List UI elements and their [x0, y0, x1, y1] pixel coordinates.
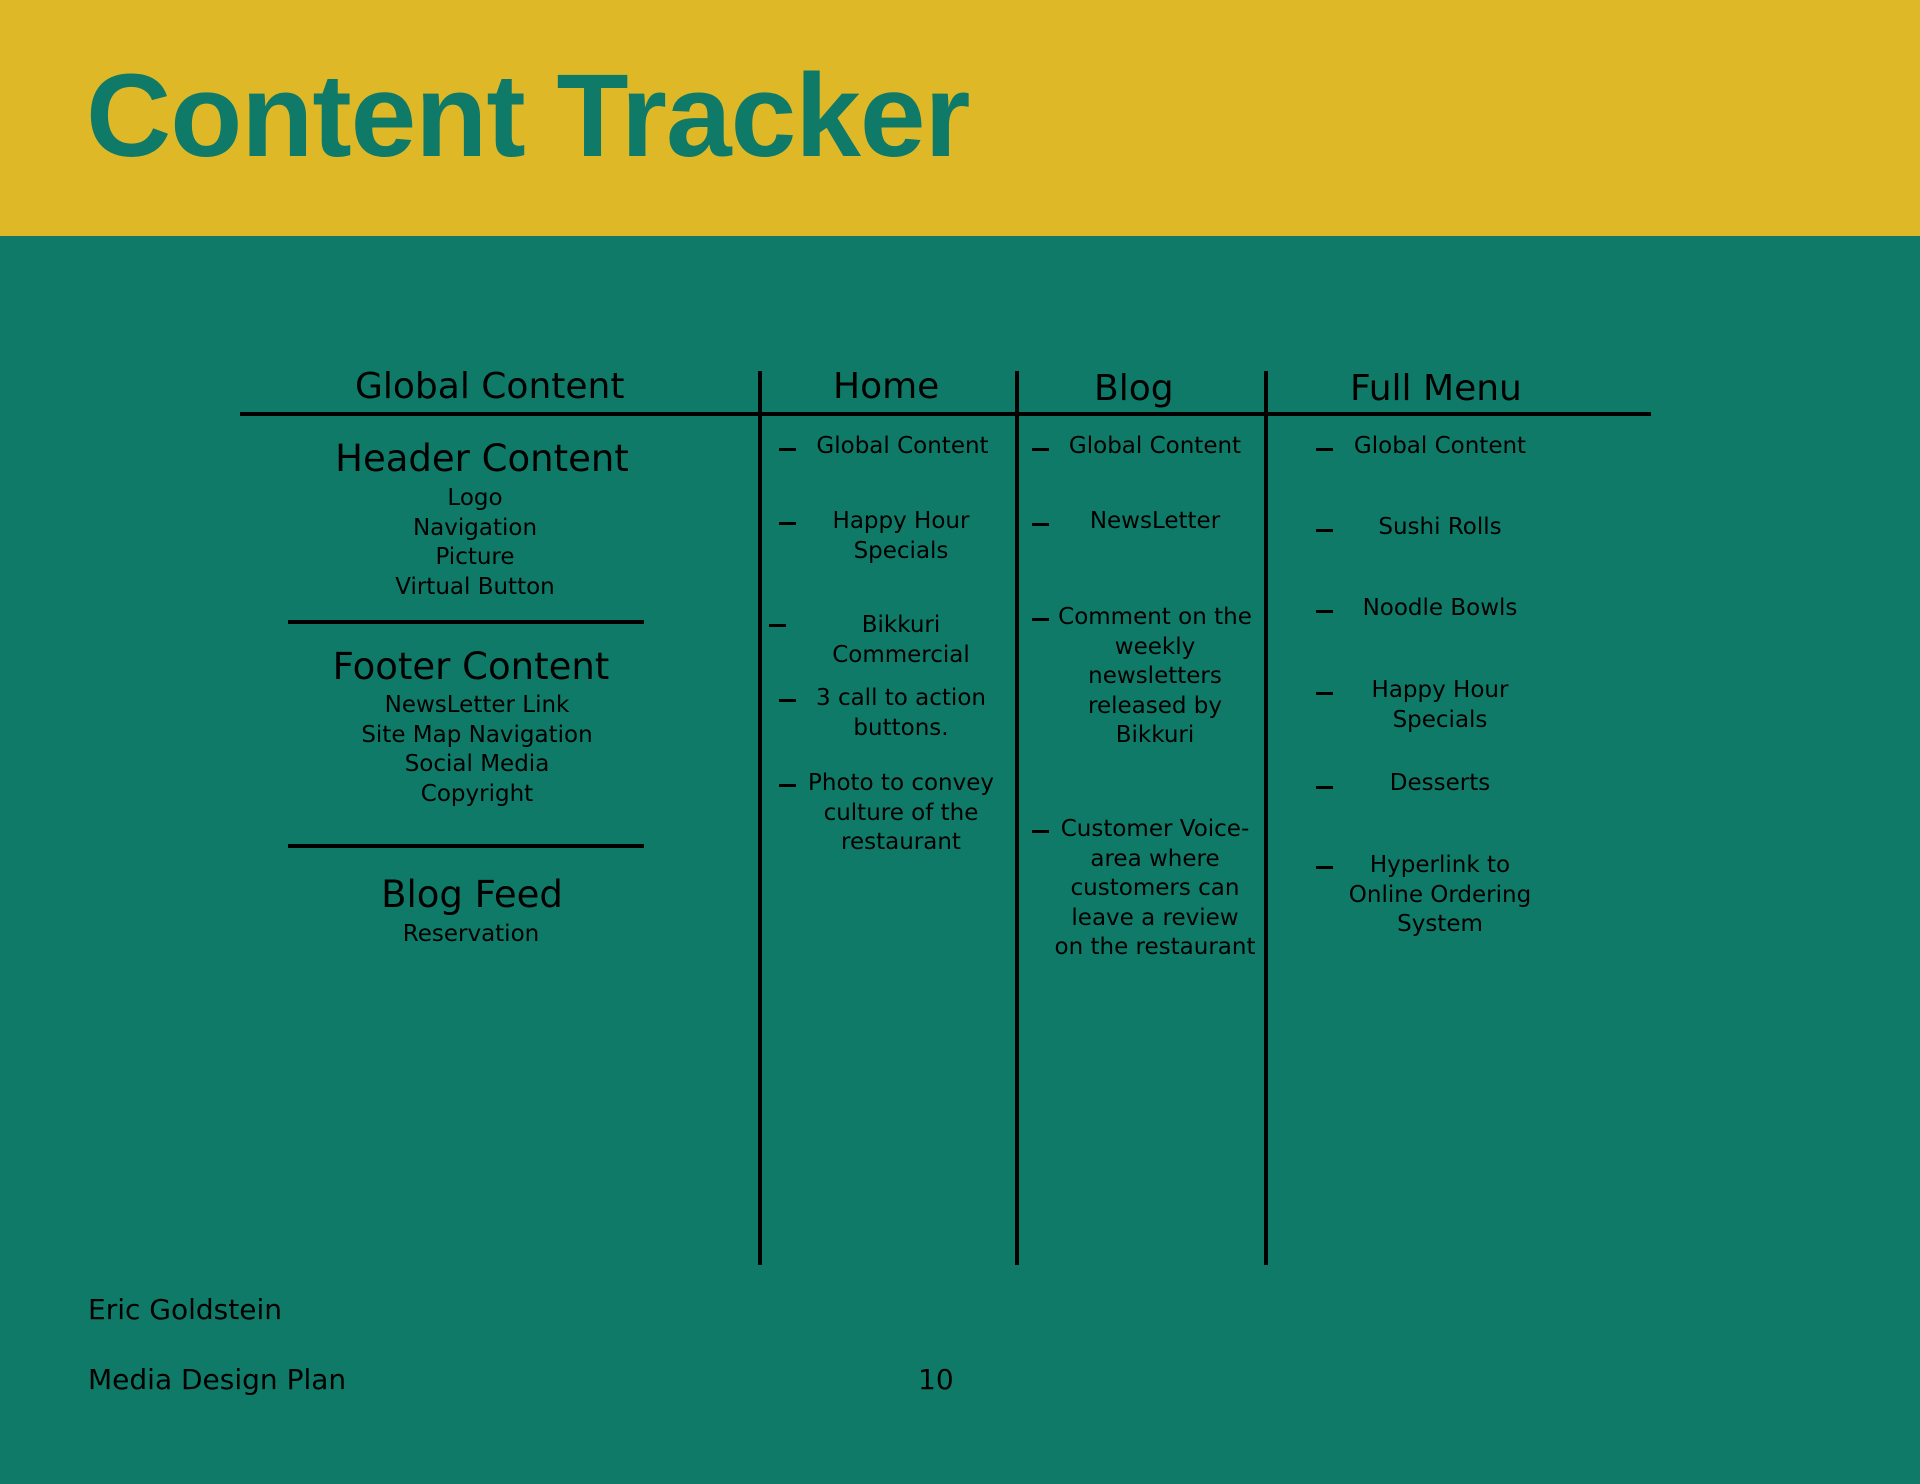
- bullet-dash: [769, 624, 786, 627]
- section-item: Copyright: [420, 780, 534, 807]
- menu-item-desserts: Desserts: [1389, 770, 1491, 796]
- section-item: Social Media: [404, 751, 550, 778]
- column-header-full-menu: Full Menu: [1350, 368, 1522, 409]
- blog-item-comment: Comment on the weekly newsletters released by Bikkuri: [1058, 604, 1252, 749]
- section-title-blog-feed: Blog Feed: [381, 873, 563, 916]
- footer-document-title: Media Design Plan: [88, 1363, 347, 1396]
- page-title: Content Tracker: [86, 50, 970, 182]
- footer-author: Eric Goldstein: [88, 1293, 282, 1326]
- section-divider-2: [288, 844, 644, 848]
- blog-item-newsletter: NewsLetter: [1089, 508, 1221, 534]
- section-item: Picture: [435, 544, 515, 571]
- menu-item-hyperlink: Hyperlink to Online Ordering System: [1348, 852, 1532, 938]
- column-header-blog: Blog: [1094, 368, 1174, 409]
- section-item: Site Map Navigation: [361, 721, 593, 748]
- column-header-global: Global Content: [355, 366, 625, 407]
- section-divider-1: [288, 620, 644, 624]
- blog-item-customer-voice: Customer Voice- area where customers can leave a review on the restaurant: [1054, 816, 1256, 961]
- home-item-call-to-action: 3 call to action buttons.: [816, 685, 986, 741]
- section-title-footer-content: Footer Content: [332, 645, 610, 688]
- section-item: NewsLetter Link: [384, 692, 570, 718]
- menu-item-happy-hour: Happy Hour Specials: [1371, 677, 1509, 733]
- home-item-photo: Photo to convey culture of the restaurant: [808, 770, 994, 856]
- section-item: Navigation: [412, 514, 538, 541]
- home-item-happy-hour: Happy Hour Specials: [832, 508, 970, 564]
- footer-page-number: 10: [918, 1363, 954, 1396]
- home-item-bikkuri-commercial: Bikkuri Commercial: [832, 612, 970, 668]
- blog-item-global-content: Global Content: [1068, 433, 1242, 459]
- section-item: Logo: [447, 485, 503, 511]
- section-item: Reservation: [402, 921, 540, 947]
- menu-item-noodle-bowls: Noodle Bowls: [1362, 595, 1518, 621]
- menu-item-sushi-rolls: Sushi Rolls: [1378, 514, 1502, 540]
- section-items-blog-feed: [246, 920, 696, 950]
- column-header-home: Home: [833, 366, 940, 407]
- column-divider-1: [758, 371, 762, 1265]
- section-items-header-content: [250, 484, 700, 602]
- column-divider-2: [1015, 371, 1019, 1265]
- section-item: Virtual Button: [395, 573, 555, 600]
- home-item-global-content: Global Content: [816, 433, 989, 459]
- section-title-header-content: Header Content: [335, 437, 629, 480]
- menu-item-global-content: Global Content: [1353, 433, 1527, 459]
- header-rule: [240, 412, 1651, 416]
- section-items-footer-content: [252, 691, 702, 809]
